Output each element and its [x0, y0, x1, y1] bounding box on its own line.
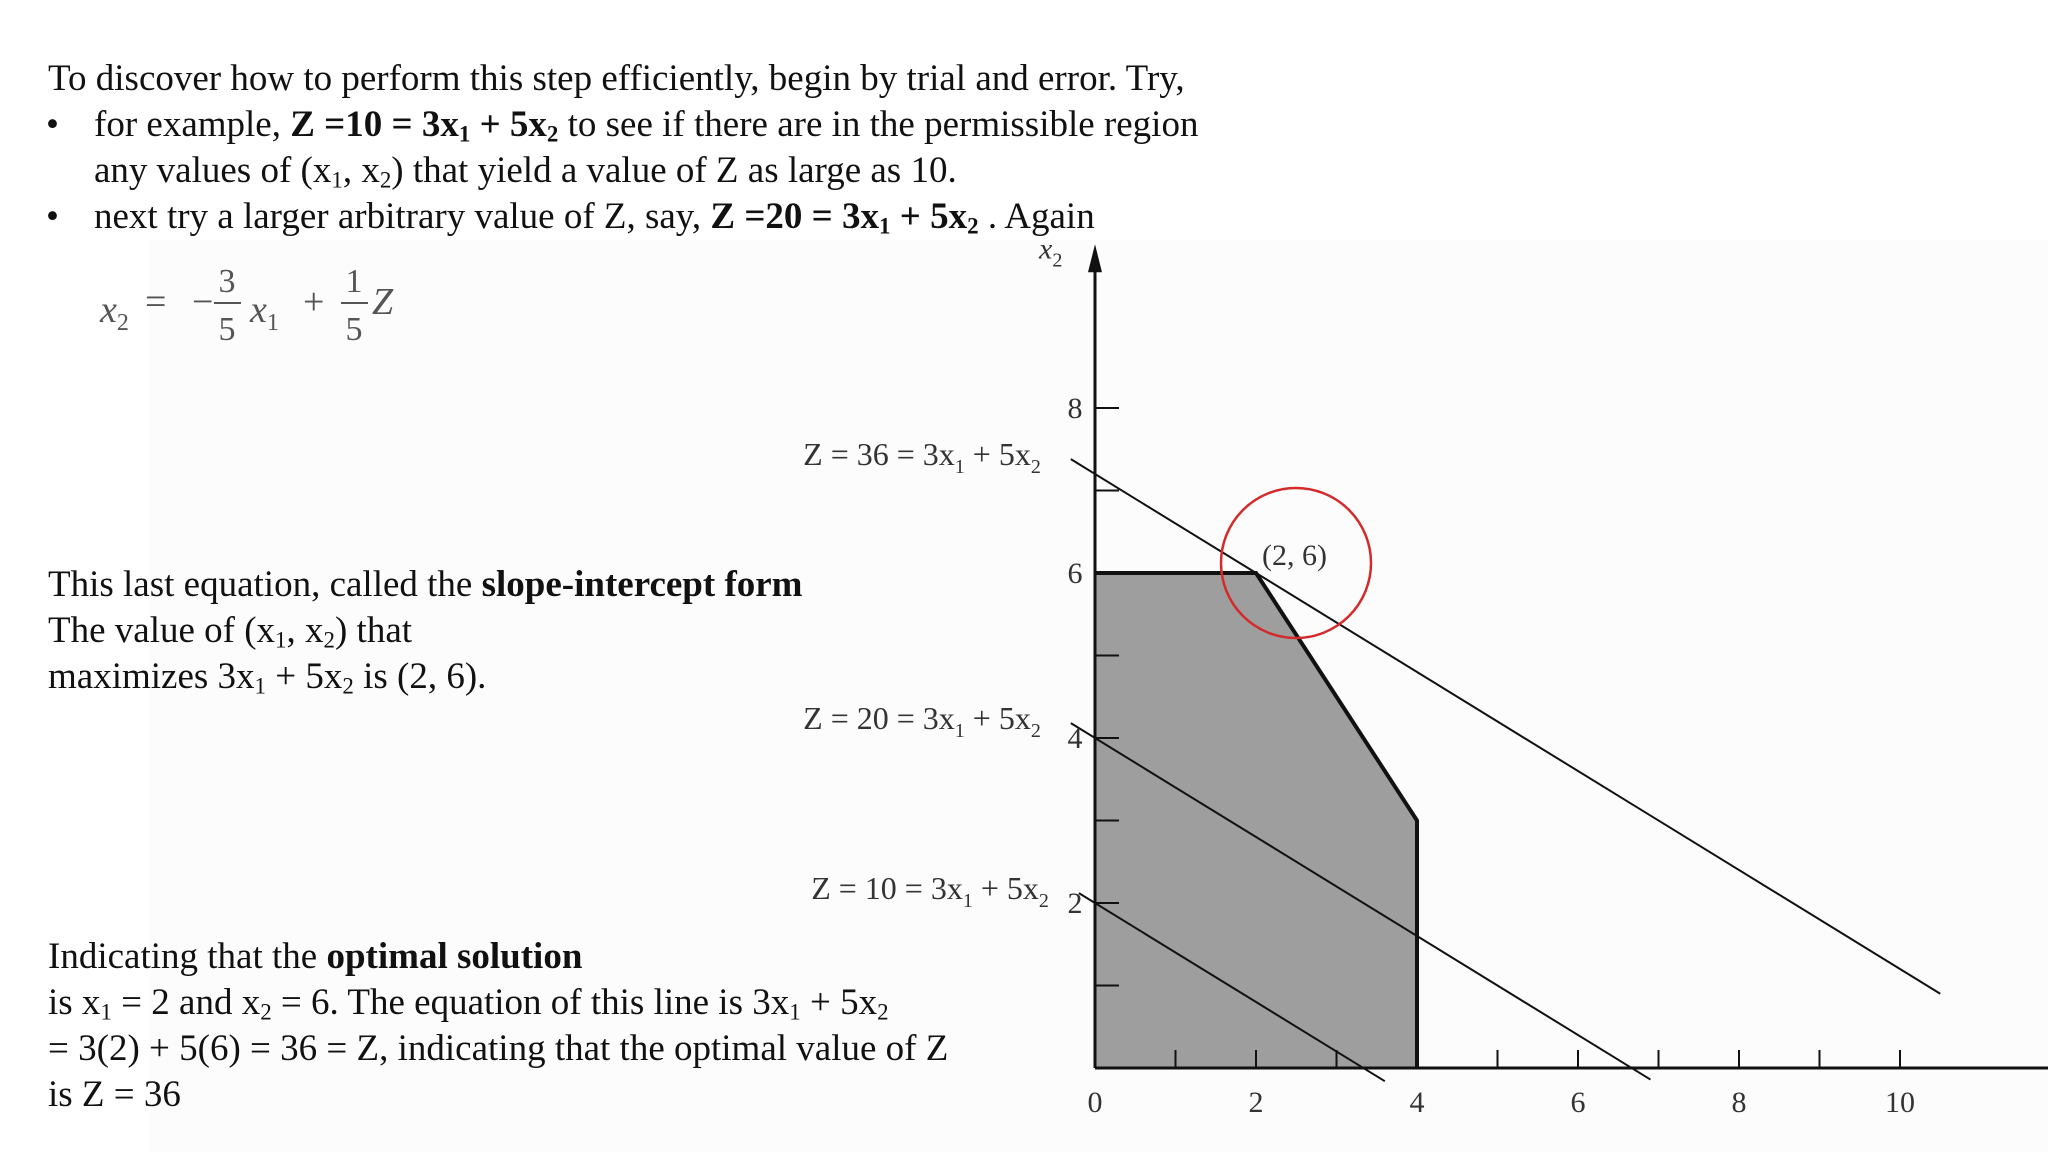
slope-intercept-formula: [99, 263, 394, 348]
slope-line-2-sub-2: 2: [323, 627, 335, 653]
slope-line-3-pre: maximizes 3x: [48, 656, 255, 697]
slope-line-3-sub-1: 1: [254, 673, 267, 699]
feasible-region-fill: [1095, 573, 1417, 1068]
bullet-2-eq-mid: + 5x: [890, 196, 968, 237]
bullet-2-pre: next try a larger arbitrary value of Z, say,: [94, 196, 711, 237]
y-tick-label: 8: [1067, 392, 1083, 425]
formula-numerator-2: 1: [345, 263, 363, 300]
optimal-line-4-text: is Z = 36: [48, 1074, 181, 1115]
optimal-line-2-mid-1: = 2 and x: [111, 982, 261, 1023]
formula-minus: −: [192, 281, 214, 323]
optimal-line-2-mid-3: + 5x: [800, 982, 878, 1023]
bullet-2-sub-1: 1: [879, 213, 891, 239]
bullet-1-sub-1: 1: [458, 121, 471, 147]
feasible-region: [1095, 573, 1417, 1068]
bullet-1-cont-pre: any values of (x: [94, 150, 332, 191]
bullet-2-dot: •: [46, 196, 59, 237]
optimal-line-2-sub-1: 1: [100, 999, 112, 1025]
bullet-1-post: to see if there are in the permissible region: [558, 104, 1199, 145]
optimal-line-2-sub-2: 2: [260, 999, 272, 1025]
formula-x1: $x_1$: [250, 289, 279, 336]
bullet-2-sub-2: 2: [967, 213, 979, 239]
y-tick-label: 2: [1067, 887, 1083, 920]
optimal-point-label: (2, 6): [1262, 539, 1327, 572]
formula-denominator-1: 5: [218, 311, 236, 348]
slope-line-2-mid: , x: [286, 610, 324, 651]
y-tick-label: 6: [1067, 557, 1083, 590]
x-tick-label: 0: [1087, 1086, 1103, 1119]
objective-line-label-z36: $Z = 36 = 3x_1 + 5x_2$: [803, 436, 1041, 479]
optimal-line-2-pre: is x: [48, 982, 101, 1023]
x-tick-label: 6: [1570, 1086, 1586, 1119]
optimal-line-2-sub-3: 1: [789, 999, 801, 1025]
optimal-line-2-sub-4: 2: [877, 999, 889, 1025]
slope-line-2-sub-1: 1: [275, 627, 287, 653]
bullet-1-pre: for example,: [94, 104, 291, 145]
optimal-line-1-pre: Indicating that the: [48, 936, 327, 977]
bullet-2-eq-prefix: Z =20 = 3x: [710, 196, 880, 237]
bullet-1-cont-mid: , x: [342, 150, 380, 191]
x-tick-label: 8: [1731, 1086, 1747, 1119]
bullet-1-cont-sub-1: 1: [331, 167, 343, 193]
formula-denominator-2: 5: [345, 311, 363, 348]
bullet-1-cont-post: ) that yield a value of Z as large as 10.: [391, 150, 957, 191]
optimal-line-3-text: = 3(2) + 5(6) = 36 = Z, indicating that the optimal value of Z: [48, 1028, 949, 1069]
bullet-1-eq-prefix: Z =10 = 3x: [290, 104, 459, 145]
optimal-line-2-mid-2: = 6. The equation of this line is 3x: [271, 982, 790, 1023]
formula-numerator-1: 3: [218, 263, 236, 300]
formula-z: Z: [372, 281, 394, 323]
formula-lhs: $x_2$: [100, 289, 129, 336]
x-tick-label: 10: [1885, 1086, 1915, 1119]
bullet-1-cont-sub-2: 2: [379, 167, 392, 193]
slope-line-3-post: is (2, 6).: [353, 656, 487, 697]
slope-line-3-sub-2: 2: [342, 673, 354, 699]
optimal-solution-term: optimal solution: [326, 936, 583, 977]
y-tick-label: 4: [1067, 722, 1083, 755]
slope-line-1-pre: This last equation, called the: [48, 564, 482, 605]
slope-line-3-mid: + 5x: [266, 656, 343, 697]
intro-line-1-text: To discover how to perform this step efficiently, begin by trial and error. Try,: [48, 58, 1185, 99]
bullet-1-dot: •: [46, 104, 59, 145]
x-tick-label: 4: [1409, 1086, 1425, 1119]
y-axis-arrow: [1088, 244, 1102, 272]
x-tick-label: 2: [1248, 1086, 1264, 1119]
slope-line-2-post: ) that: [334, 610, 413, 651]
slope-intercept-term: slope-intercept form: [481, 564, 803, 605]
slope-line-2-pre: The value of (x: [48, 610, 276, 651]
bullet-2-post: . Again: [978, 196, 1095, 237]
formula-equals: =: [145, 281, 167, 323]
objective-line-label-z10: $Z = 10 = 3x_1 + 5x_2$: [811, 870, 1049, 913]
objective-line-labels: [803, 436, 1049, 912]
optimal-point-group: [1221, 488, 1371, 638]
y-axis-label: $x_2$: [1039, 232, 1063, 272]
objective-line-label-z20: $Z = 20 = 3x_1 + 5x_2$: [803, 700, 1041, 743]
bullet-1-sub-2: 2: [546, 121, 559, 147]
formula-plus: +: [303, 281, 325, 323]
bullet-1-eq-mid: + 5x: [470, 104, 547, 145]
